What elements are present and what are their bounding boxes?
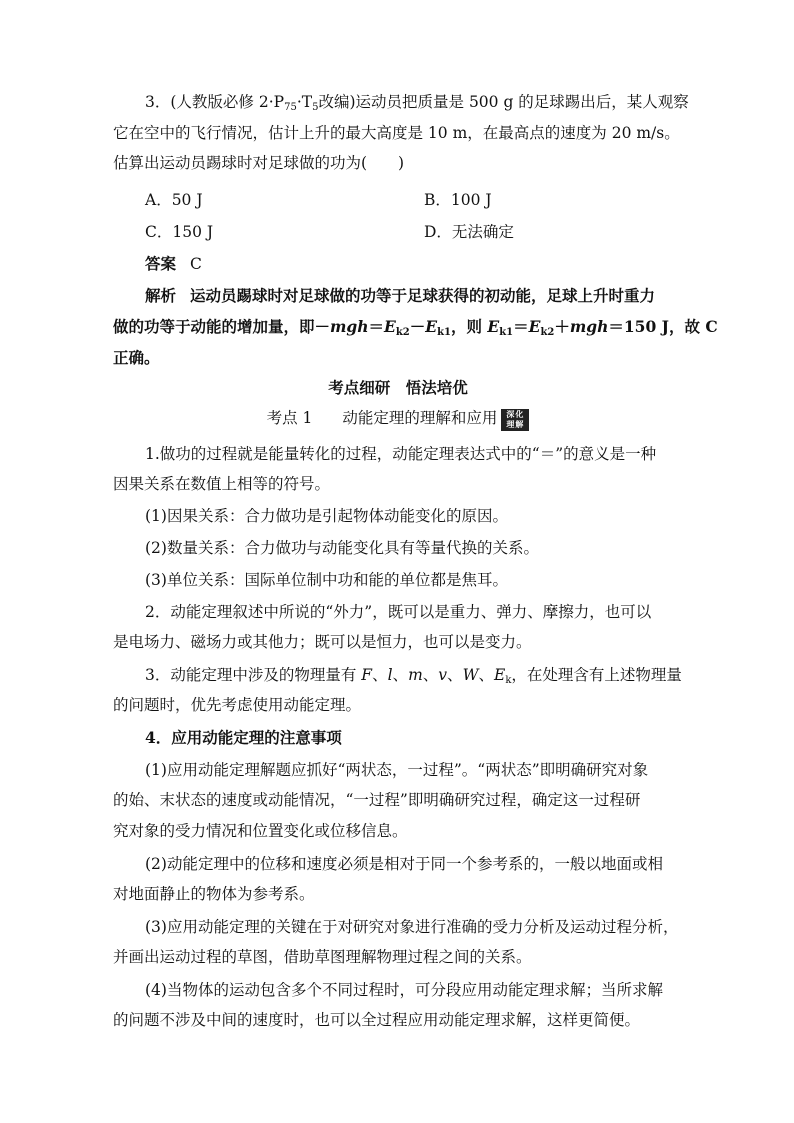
point-4-1-line-c: 究对象的受力情况和位置变化或位移信息。	[113, 822, 408, 840]
point-2-line-b: 是电场力、磁场力或其他力；既可以是恒力，也可以是变力。	[113, 633, 532, 651]
question-stem-b: 它在空中的飞行情况，估计上升的最大高度是 10 m，在最高点的速度为 20 m/s。	[113, 124, 680, 142]
point-4-4-line-b: 的问题不涉及中间的速度时，也可以全过程应用动能定理求解，这样更简便。	[113, 1011, 641, 1029]
option-c: C．150 J	[145, 223, 214, 241]
analysis-line-2: 做的功等于动能的增加量，即$-mgh=E_{k2}-E_{k1}$，则 $E_{k1}=E_{k2}+mgh=150$ J，故 C	[113, 317, 718, 338]
answer-value: C	[190, 255, 202, 273]
point-4-title: 4．应用动能定理的注意事项	[145, 728, 342, 747]
option-d: D．无法确定	[424, 223, 514, 241]
point-1-line-b: 因果关系在数值上相等的符号。	[113, 475, 331, 493]
question-stem-a: 运动员把质量是 500 g 的足球踢出后，某人观察	[355, 93, 689, 111]
answer-line	[145, 254, 202, 274]
point-4-2-line-a: (2)动能定理中的位移和速度必须是相对于同一个参考系的，一般以地面或相	[145, 855, 663, 873]
topic-label: 考点 1	[266, 409, 313, 427]
analysis-line-3: 正确。	[113, 348, 160, 367]
section-title: 考点细研 悟法培优	[328, 378, 468, 397]
point-1-item-3: (3)单位关系：国际单位制中功和能的单位都是焦耳。	[145, 571, 508, 589]
topic-title: 动能定理的理解和应用	[342, 409, 498, 427]
question-source: (人教版必修 $2\cdot P_{75}\cdot T_5$改编)	[170, 93, 356, 113]
point-3-line-a: 3．动能定理中涉及的物理量有 F、l、m、v、W、$E_k$，在处理含有上述物理量	[145, 666, 682, 686]
topic-heading	[113, 408, 683, 431]
point-4-4-line-a: (4)当物体的运动包含多个不同过程时，可分段应用动能定理求解；当所求解	[145, 981, 663, 999]
point-4-1-line-b: 的始、末状态的速度或动能情况，“一过程”即明确研究过程，确定这一过程研	[113, 791, 641, 809]
point-2-line-a: 2．动能定理叙述中所说的“外力”，既可以是重力、弹力、摩擦力，也可以	[145, 603, 652, 621]
deepen-understanding-badge: 深化 理解	[501, 409, 529, 431]
option-a: A．50 J	[145, 191, 203, 209]
question-number: 3．	[145, 93, 171, 111]
analysis-line-1: 解析 运动员踢球时对足球做的功等于足球获得的初动能，足球上升时重力	[145, 286, 656, 305]
point-1-item-1: (1)因果关系：合力做功是引起物体动能变化的原因。	[145, 507, 508, 525]
point-1-item-2: (2)数量关系：合力做功与动能变化具有等量代换的关系。	[145, 539, 539, 557]
point-3-line-b: 的问题时，优先考虑使用动能定理。	[113, 696, 362, 714]
point-4-1-line-a: (1)应用动能定理解题应抓好“两状态，一过程”。“两状态”即明确研究对象	[145, 761, 649, 779]
point-4-3-line-a: (3)应用动能定理的关键在于对研究对象进行准确的受力分析及运动过程分析，	[145, 918, 679, 936]
option-b: B．100 J	[424, 191, 492, 209]
question-stem-c: 估算出运动员踢球时对足球做的功为( )	[113, 154, 405, 172]
point-1-line-a: 1.做功的过程就是能量转化的过程，动能定理表达式中的“＝”的意义是一种	[145, 445, 657, 463]
point-4-2-line-b: 对地面静止的物体为参考系。	[113, 885, 315, 903]
answer-label: 答案	[145, 254, 177, 273]
point-4-3-line-b: 并画出运动过程的草图，借助草图理解物理过程之间的关系。	[113, 948, 532, 966]
question-3-line-1	[145, 92, 689, 112]
analysis-label: 解析	[145, 286, 177, 305]
